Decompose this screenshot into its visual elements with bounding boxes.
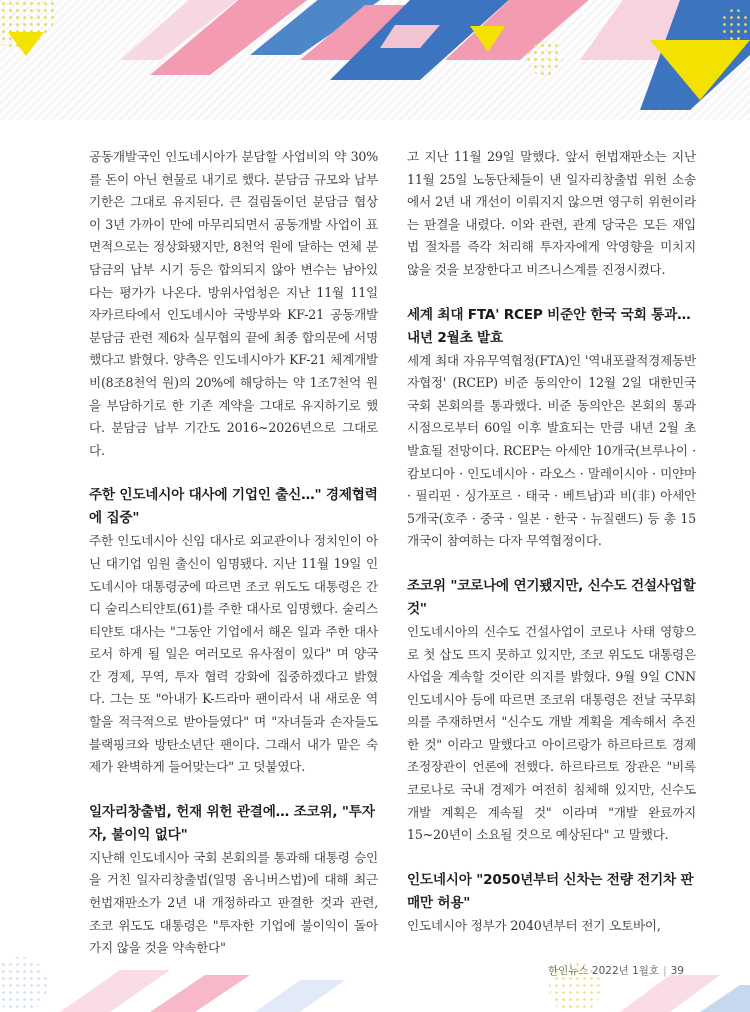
- yellow-dot-circle: [527, 40, 563, 76]
- section-heading: 주한 인도네시아 대사에 기업인 출신…" 경제협력에 집중": [89, 487, 378, 527]
- top-decoration: [0, 0, 750, 120]
- footer-separator: |: [663, 965, 667, 977]
- section-body: 인도네시아의 신수도 건설사업이 코로나 사태 영향으로 첫 삽도 뜨지 못하고 있지만, 조코 위도도 대통령은 사업을 계속할 것이란 의지를 밝혔다. 9월 9일 CNN인도네시아 등에 따르면 조코위 대통령은 전날 국무회의를 주재하면서 "신수도 개발 계획을 계속해서 추진한 것" 이라고 말했다고 아이르랑가 하르타르토 경제조정장관이 언론에 전했다. 하르타르토 장관은 "비록 코로나로 국내 경제가 여전히 침체해 있지만, 신수도 개발 계획은 계속될 것" 이라며 "개발 완료까지 15~20년이 소요될 것으로 예상된다" 고 말했다.: [407, 623, 696, 843]
- section-body: 세계 최대 자유무역협정(FTA)인 '역내포괄적경제동반자협정' (RCEP) 비준 동의안이 12월 2일 대한민국 국회 본회의를 통과했다. 비준 동의안은 본회의 통과 시점으로부터 60일 이후 발효되는 만큼 내년 2월 초 발효될 전망이다. RCEP는 아세안 10개국(브루나이 · 캄보디아 · 인도네시아 · 라오스 · 말레이시아 · 미얀마 · 필리핀 · 싱가포르 · 태국 · 베트남)과 비(非) 아세안 5개국(호주 · 중국 · 일본 · 한국 · 뉴질랜드) 등 총 15개국이 참여하는 다자 무역협정이다.: [407, 352, 696, 549]
- page-number: 39: [670, 965, 684, 977]
- right-column: [407, 146, 696, 937]
- publication-name: 한인뉴스 2022년 1월호: [548, 965, 660, 977]
- yellow-dot-circle: [719, 9, 750, 41]
- section-heading: 조코위 "코로나에 연기됐지만, 신수도 건설사업할 것": [407, 577, 696, 617]
- section-heading: 세계 최대 FTA' RCEP 비준안 한국 국회 통과…내년 2월초 발효: [407, 306, 691, 346]
- left-column: [89, 146, 378, 960]
- section-heading: 인도네시아 "2050년부터 신차는 전량 전기차 판매만 허용": [407, 871, 694, 911]
- section-body: 주한 인도네시아 신임 대사로 외교관이나 정치인이 아닌 대기업 임원 출신이 임명됐다. 지난 11월 19일 인도네시아 대통령궁에 따르면 조코 위도도 대통령은 간디 술리스티얀토(61)를 주한 대사로 임명했다. 술리스티얀토 대사는 "그동안 기업에서 해온 일과 주한 대사로서 하게 될 일은 여러모로 유사점이 있다" 며 양국 간 경제, 무역, 투자 협력 강화에 집중하겠다고 밝혔다. 그는 또 "아내가 K-드라마 팬이라서 내 새로운 역할을 적극적으로 받아들였다" 며 "자녀들과 손자들도 블랙핑크와 방탄소년단 팬이다. 그래서 내가 맡은 숙제가 완벽하게 들어맞는다" 고 덧붙였다.: [89, 533, 378, 775]
- section-body: 인도네시아 정부가 2040년부터 전기 오토바이,: [407, 917, 661, 933]
- page-footer: [548, 963, 684, 978]
- section-body: 지난해 인도네시아 국회 본회의를 통과해 대통령 승인을 거친 일자리창출법(일명 옴니버스법)에 대해 최근 헌법재판소가 2년 내 개정하라고 판결한 것과 관련, 조코 위도도 대통령은 "투자한 기업에 불이익이 돌아가지 않을 것을 약속한다": [89, 849, 378, 956]
- section-heading: 일자리창출법, 헌재 위헌 관결에… 조코위, "투자자, 불이익 없다": [89, 803, 375, 843]
- intro-paragraph: 공동개발국인 인도네시아가 분담할 사업비의 약 30%를 돈이 아닌 현물로 내기로 했다. 분담금 규모와 납부 기한은 그대로 유지된다. 큰 걸림돌이던 분담금 협상이 3년 가까이 만에 마무리되면서 공동개발 사업이 표면적으로는 정상화됐지만, 8천억 원에 달하는 연체 분담금의 납부 시기 등은 합의되지 않아 변수는 남아있다는 평가가 나온다. 방위사업청은 지난 11월 11일 자카르타에서 인도네시아 국방부와 KF-21 공동개발 분담금 관련 제6차 실무협의 끝에 최종 합의문에 서명했다고 밝혔다. 양측은 인도네시아가 KF-21 체계개발비(8조8천억 원)의 20%에 해당하는 약 1조7천억 원을 부담하기로 한 기존 계약을 그대로 유지하기로 했다. 분담금 납부 기간도 2016~2026년으로 그대로다.: [89, 149, 378, 458]
- continuation-paragraph: 고 지난 11월 29일 말했다. 앞서 헌법재판소는 지난 11월 25일 노동단체들이 낸 일자리창출법 위헌 소송에서 2년 내 개선이 이뤄지지 않으면 영구히 위헌이라는 판결을 내렸다. 이와 관련, 관계 당국은 모든 재입법 절차를 즉각 처리해 투자자에게 악영향을 미치지 않을 것을 보장한다고 비즈니스계를 진정시켰다.: [407, 149, 696, 277]
